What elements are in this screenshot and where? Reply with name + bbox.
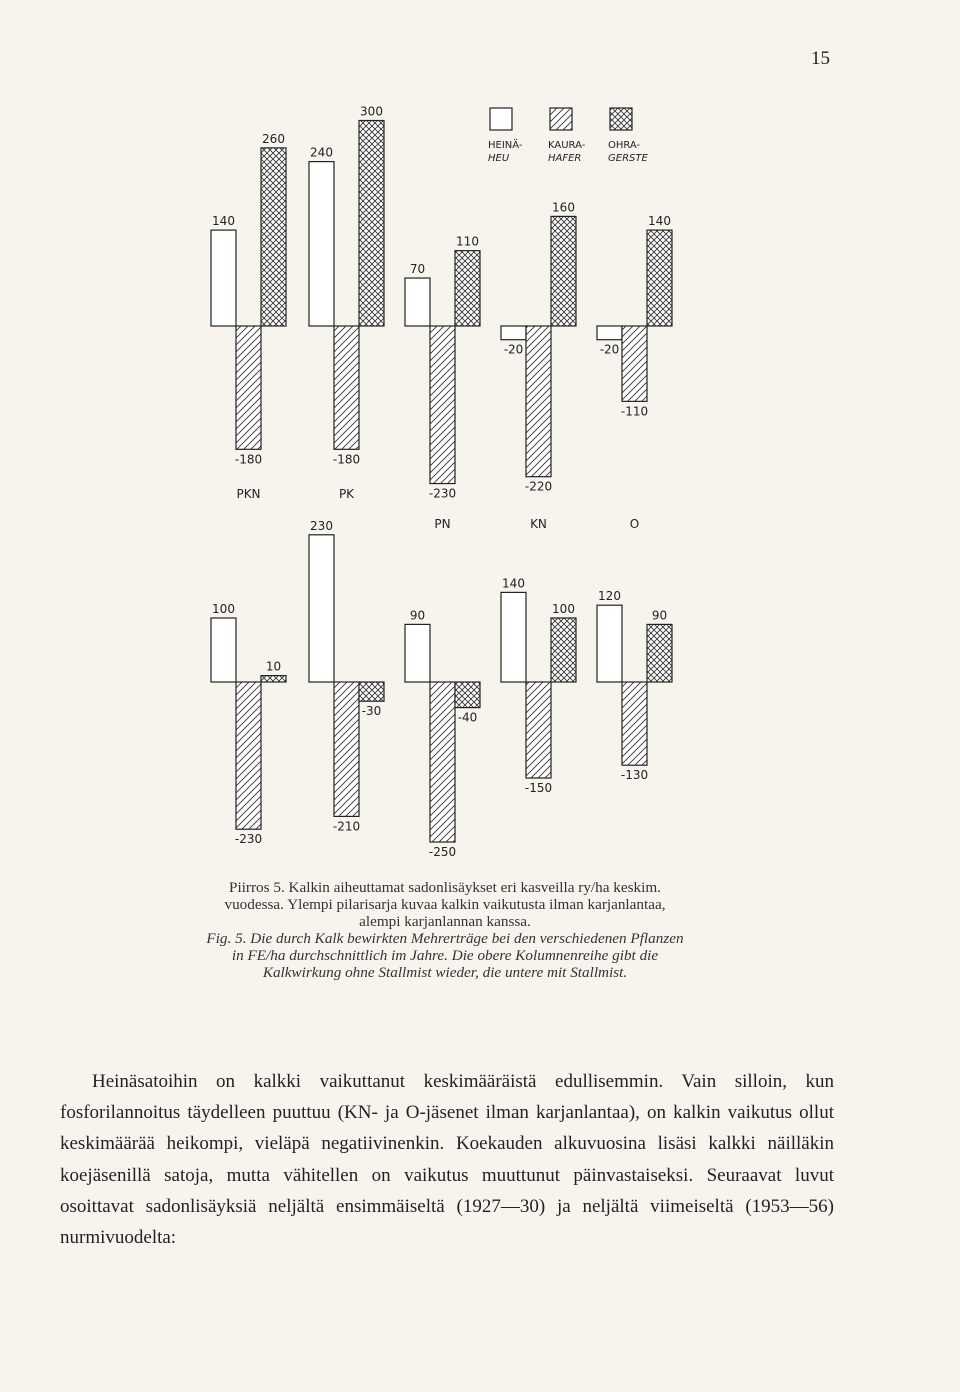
bar-lower-PN-s1 xyxy=(430,682,455,842)
data-label: 100 xyxy=(212,602,235,616)
legend-swatch-heina xyxy=(490,108,512,130)
bar-lower-PN-s2 xyxy=(455,682,480,708)
data-label: 260 xyxy=(262,131,285,146)
data-label: -130 xyxy=(620,768,649,783)
data-label: -250 xyxy=(428,845,457,859)
data-label: 240 xyxy=(310,145,333,160)
data-label: 100 xyxy=(552,602,575,616)
data-label: 90 xyxy=(651,608,668,623)
category-label: KN xyxy=(530,517,547,531)
page-number: 15 xyxy=(811,48,830,69)
data-label: 140 xyxy=(212,214,235,229)
bar-lower-KN-s1 xyxy=(526,682,551,778)
caption-german: Fig. 5. Die durch Kalk bewirkten Mehrerträge bei den verschiedenen Pflanzen in FE/ha durchschnittlich im Jahre. Die obere Kolumnenreihe gibt die Kalkwirkung ohne Stallmist wieder, die untere mit Stallmist. xyxy=(206,929,684,981)
body-text xyxy=(60,1066,834,1253)
bar-upper-PN-s0 xyxy=(405,278,430,326)
bar-upper-PK-s0 xyxy=(309,162,334,326)
figure-caption xyxy=(205,880,685,981)
legend-swatch-kaura xyxy=(550,108,572,130)
data-label: -150 xyxy=(524,781,553,795)
data-label: -30 xyxy=(361,704,382,719)
bar-lower-PKN-s2 xyxy=(261,676,286,682)
data-label: 160 xyxy=(552,200,575,215)
legend-label-ohra: OHRA- xyxy=(608,140,641,151)
bar-upper-PK-s1 xyxy=(334,326,359,449)
bar-lower-O-s1 xyxy=(622,682,647,765)
bar-upper-KN-s1 xyxy=(526,326,551,477)
caption-finnish: Piirros 5. Kalkin aiheuttamat sadonlisäykset eri kasveilla ry/ha keskim. vuodessa. Ylempi pilarisarja kuvaa kalkin vaikutusta ilman karjanlantaa, alempi karjanlannan kanssa. xyxy=(224,879,666,930)
category-label: PKN xyxy=(236,487,261,501)
bar-lower-PKN-s1 xyxy=(236,682,261,829)
bar-upper-KN-s2 xyxy=(551,216,576,326)
data-label: 300 xyxy=(360,104,383,119)
bar-lower-KN-s2 xyxy=(551,618,576,682)
bar-upper-PKN-s0 xyxy=(211,230,236,326)
bar-lower-PK-s2 xyxy=(359,682,384,701)
legend-sublabel-heina: HEU xyxy=(488,153,510,164)
data-label: 140 xyxy=(502,576,525,591)
data-label: -180 xyxy=(234,452,263,467)
legend-label-heina: HEINÄ- xyxy=(488,140,523,151)
bar-upper-O-s2 xyxy=(647,230,672,326)
bar-lower-O-s2 xyxy=(647,624,672,682)
bar-upper-O-s0 xyxy=(597,326,622,340)
data-label: 70 xyxy=(409,262,426,277)
data-label: -220 xyxy=(524,479,553,494)
bar-upper-PN-s1 xyxy=(430,326,455,484)
data-label: -230 xyxy=(234,832,263,847)
bar-lower-O-s0 xyxy=(597,605,622,682)
data-label: 90 xyxy=(409,608,426,623)
bar-lower-PN-s0 xyxy=(405,624,430,682)
legend-label-kaura: KAURA- xyxy=(548,140,586,151)
legend-sublabel-ohra: GERSTE xyxy=(608,153,648,164)
data-label: 120 xyxy=(598,589,621,604)
data-label: -180 xyxy=(332,452,361,467)
chart-legend xyxy=(488,108,648,164)
bar-upper-KN-s0 xyxy=(501,326,526,340)
data-label: -230 xyxy=(428,486,457,501)
upper-bar-chart xyxy=(211,105,672,532)
data-label: 110 xyxy=(456,234,479,249)
category-label: PK xyxy=(338,487,355,501)
bar-lower-PK-s1 xyxy=(334,682,359,816)
data-label: -40 xyxy=(457,710,478,725)
bar-upper-PN-s2 xyxy=(455,251,480,326)
lower-bar-chart xyxy=(211,519,672,859)
data-label: -210 xyxy=(332,819,361,834)
bar-upper-PK-s2 xyxy=(359,121,384,327)
category-label: PN xyxy=(434,517,451,531)
data-label: 230 xyxy=(310,518,333,533)
bar-lower-PK-s0 xyxy=(309,535,334,682)
bar-upper-PKN-s1 xyxy=(236,326,261,449)
bar-lower-KN-s0 xyxy=(501,592,526,682)
data-label: 140 xyxy=(648,214,671,229)
category-label: O xyxy=(629,517,640,531)
bar-upper-PKN-s2 xyxy=(261,148,286,326)
body-paragraph: Heinäsatoihin on kalkki vaikuttanut keskimääräistä edullisemmin. Vain silloin, kun fosforilannoitus täydelleen puuttuu (KN- ja O-jäsenet ilman karjanlantaa), on kalkin vaikutus ollut keskimäärää heikompi, vieläpä negatiivinenkin. Koekauden alkuvuosina lisäsi kalkki näilläkin koejäsenillä satoja, mutta vähitellen on vaikutus muuttunut päinvastaiseksi. Seuraavat luvut osoittavat sadonlisäyksiä neljältä ensimmäiseltä (1927—30) ja neljältä viimeiseltä (1953—56) nurmivuodelta: xyxy=(60,1071,834,1249)
legend-sublabel-kaura: HAFER xyxy=(548,153,582,164)
legend-swatch-ohra xyxy=(610,108,632,130)
bar-lower-PKN-s0 xyxy=(211,618,236,682)
data-label: 10 xyxy=(265,659,282,674)
data-label: -20 xyxy=(599,342,620,357)
bar-upper-O-s1 xyxy=(622,326,647,401)
data-label: -20 xyxy=(503,342,524,357)
data-label: -110 xyxy=(620,404,649,419)
